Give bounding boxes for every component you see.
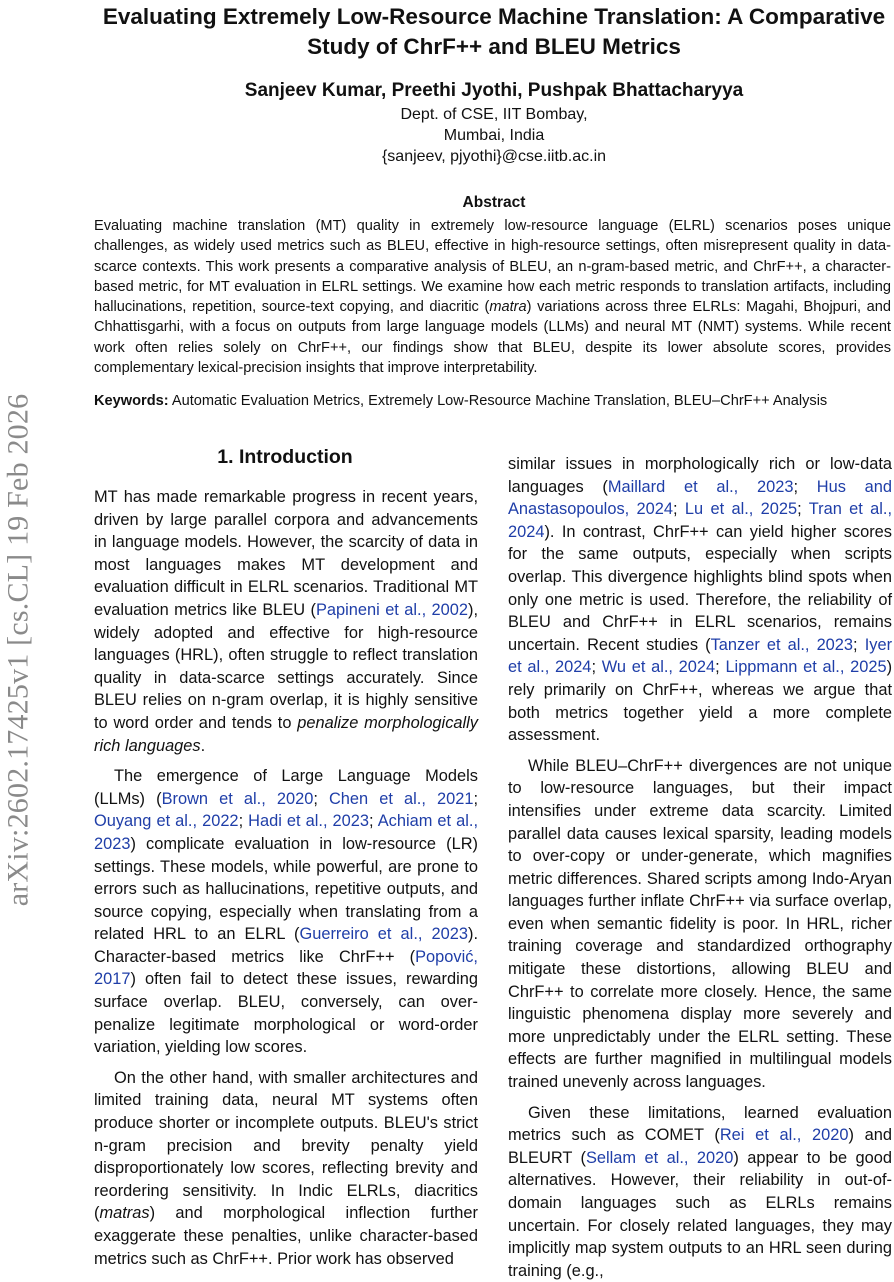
arxiv-id: arXiv:2602.17425v1 [cs.CL] 19 Feb 2026 bbox=[1, 393, 35, 907]
citation-link[interactable]: Achiam et al., 2023 bbox=[94, 812, 479, 853]
left-column bbox=[94, 486, 478, 1270]
keywords bbox=[94, 391, 891, 411]
citation-link[interactable]: Tanzer et al., 2023 bbox=[710, 635, 854, 654]
citation-link[interactable]: Brown et al., 2020 bbox=[161, 789, 314, 808]
right-column bbox=[508, 453, 892, 1282]
citation-link[interactable]: Sellam et al., 2020 bbox=[585, 1148, 734, 1167]
affiliation-email: {sanjeev, pjyothi}@cse.iitb.ac.in bbox=[381, 148, 607, 165]
citation-link[interactable]: Tran et al., 2024 bbox=[508, 500, 893, 541]
citation-link[interactable]: Guerreiro et al., 2023 bbox=[299, 925, 468, 944]
paragraph: Given these limitations, learned evaluation metrics such as COMET (Rei et al., 2020) and BLEURT (Sellam et al., 2020) appear to be good alternatives. However, their reliability in out-of-domain languages such as ELRLs remains uncertain. For closely related languages, they may implicitly map system outputs to an HRL seen during training (e.g., bbox=[508, 1103, 892, 1280]
section-heading-introduction: 1. Introduction bbox=[217, 446, 353, 468]
citation-link[interactable]: Iyer et al., 2024 bbox=[508, 635, 893, 677]
abstract-text-part: ) variations across three ELRLs: Magahi, Bhojpuri, and Chhattisgarhi, with a focus on outputs from large language models (LLMs) and neural MT (NMT) systems. While recent work often relies solely on ChrF++, our findings show that BLEU, despite its lower absolute scores, provides complementary lexical-precision insights that improve interpretability. bbox=[94, 299, 892, 377]
paragraph: While BLEU–ChrF++ divergences are not unique to low-resource languages, but their impact intensifies under extreme data scarcity. Limited parallel data causes lexical sparsity, leading models to over-copy or under-generate, which magnifies metric differences. Shared scripts among Indo-Aryan languages further inflate ChrF++ via surface overlap, even when semantic fidelity is poor. In HRL, richer training coverage and standardized orthography mitigate these distortions, allowing BLEU and ChrF++ to correlate more closely. Hence, the same linguistic phenomena display more severely and more unpredictably under the ELRL setting. These effects are further magnified in multilingual models trained unevenly across languages. bbox=[508, 756, 892, 1092]
citation-link[interactable]: Chen et al., 2021 bbox=[328, 789, 474, 808]
abstract-text-part: Evaluating machine translation (MT) quality in extremely low-resource language (ELRL) scenarios poses unique challenges, as widely used metrics such as BLEU, effective in high-resource settings, often misrepresent quality in data-scarce contexts. This work presents a comparative analysis of BLEU, an n-gram-based metric, and ChrF++, a character-based metric, for MT evaluation in ELRL settings. We examine how each metric responds to translation artifacts, including hallucinations, repetition, source-text copying, and diacritic ( bbox=[94, 218, 891, 316]
author-list: Sanjeev Kumar, Preethi Jyothi, Pushpak Bhattacharyya bbox=[244, 80, 744, 101]
paragraph: The emergence of Large Language Models (LLMs) (Brown et al., 2020; Chen et al., 2021; Ouyang et al., 2022; Hadi et al., 2023; Achiam et al., 2023) complicate evaluation in low-resource (LR) settings. These models, while powerful, are prone to errors such as hallucinations, repetitive outputs, and source copying, especially when translating from a related HRL to an ELRL (Guerreiro et al., 2023). Character-based metrics like ChrF++ (Popović, 2017) often fail to detect these issues, rewarding surface overlap. BLEU, conversely, can over-penalize legitimate morphological or word-order variation, yielding low scores. bbox=[94, 767, 479, 1057]
citation-link[interactable]: Hadi et al., 2023 bbox=[248, 812, 370, 831]
citation-link[interactable]: Lippmann et al., 2025 bbox=[725, 658, 887, 677]
citation-link[interactable]: Hus and Anastasopoulos, 2024 bbox=[508, 477, 892, 519]
keywords-label: Keywords: bbox=[94, 393, 169, 409]
citation-link[interactable]: Wu et al., 2024 bbox=[601, 658, 716, 677]
abstract-heading: Abstract bbox=[462, 194, 526, 211]
paper-title: Evaluating Extremely Low-Resource Machine Translation: A Comparative Study of ChrF++ and BLEU Metrics bbox=[102, 4, 886, 59]
keywords-text: Automatic Evaluation Metrics, Extremely Low-Resource Machine Translation, BLEU–ChrF++ Analysis bbox=[168, 393, 828, 409]
citation-link[interactable]: Maillard et al., 2023 bbox=[607, 477, 794, 496]
paragraph: similar issues in morphologically rich or low-data languages (Maillard et al., 2023; Hus and Anastasopoulos, 2024; Lu et al., 2025; Tran et al., 2024). In contrast, ChrF++ can yield higher scores for the same outputs, especially when scripts overlap. This divergence highlights blind spots when only one metric is used. Therefore, the reliability of BLEU and ChrF++ in ELRL scenarios, remains uncertain. Recent studies (Tanzer et al., 2023; Iyer et al., 2024; Wu et al., 2024; Lippmann et al., 2025) rely primarily on ChrF++, whereas we argue that both metrics together yield a more complete assessment. bbox=[508, 455, 893, 745]
affiliation bbox=[96, 104, 892, 167]
arxiv-stamp bbox=[2, 190, 34, 1110]
citation-link[interactable]: Lu et al., 2025 bbox=[684, 500, 798, 519]
abstract-italic-term: matra bbox=[489, 299, 527, 316]
citation-link[interactable]: Ouyang et al., 2022 bbox=[94, 812, 239, 831]
abstract-text bbox=[94, 216, 891, 378]
affiliation-city: Mumbai, India bbox=[443, 127, 545, 144]
paragraph: MT has made remarkable progress in recent years, driven by large parallel corpora and advancements in language models. However, the scarcity of data in most languages makes MT development and evaluation difficult in ELRL scenarios. Traditional MT evaluation metrics like BLEU (Papineni et al., 2002), widely adopted and effective for high-resource languages (HRL), often struggle to reflect translation quality in data-scarce settings accurately. Since BLEU relies on n-gram overlap, it is highly sensitive to word order and tends to penalize morphologically rich languages. bbox=[94, 488, 478, 755]
citation-link[interactable]: Rei et al., 2020 bbox=[719, 1126, 849, 1145]
citation-link[interactable]: Popović, 2017 bbox=[94, 947, 478, 989]
citation-link[interactable]: Papineni et al., 2002 bbox=[316, 600, 468, 619]
affiliation-dept: Dept. of CSE, IIT Bombay, bbox=[400, 106, 588, 123]
paragraph: On the other hand, with smaller architectures and limited training data, neural MT systems often produce shorter or incomplete outputs. BLEU's strict n-gram precision and brevity penalty yield disproportionately low scores, reflecting brevity and reordering sensitivity. In Indic ELRLs, diacritics (matras) and morphological inflection further exaggerate these penalties, unlike character-based metrics such as ChrF++. Prior work has observed bbox=[94, 1068, 478, 1268]
